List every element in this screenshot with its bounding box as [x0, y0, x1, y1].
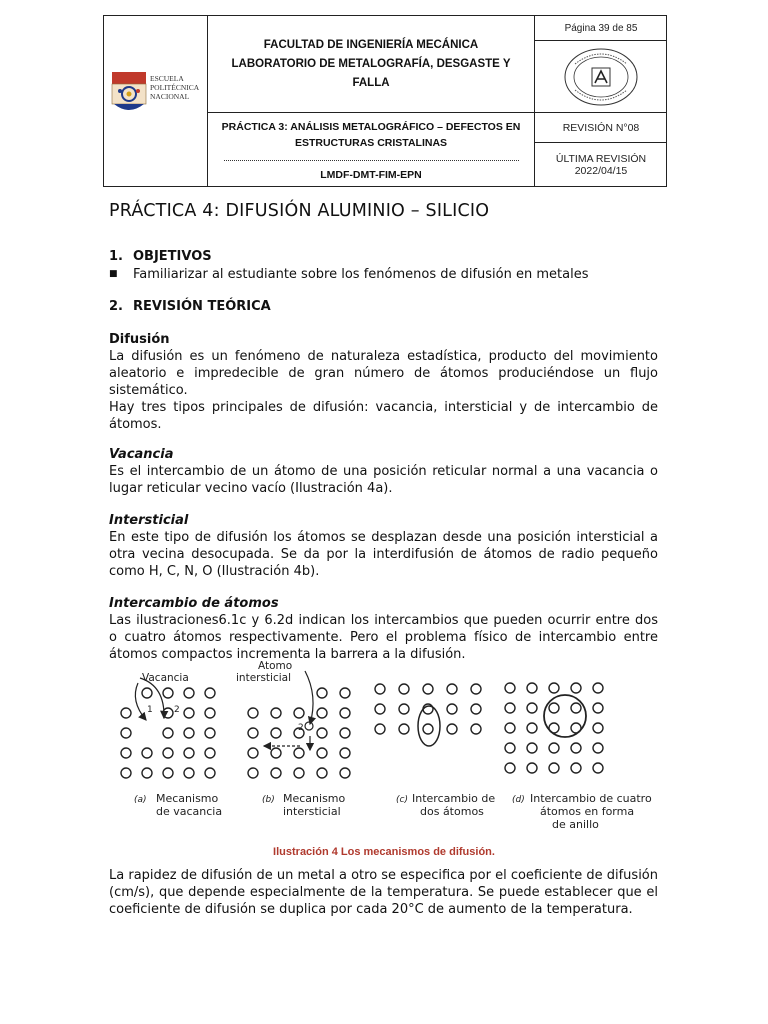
atom — [505, 723, 515, 733]
practice-line-1: PRÁCTICA 3: ANÁLISIS METALOGRÁFICO – DEFECTOS EN — [221, 121, 521, 133]
atom — [593, 723, 603, 733]
atom — [375, 704, 385, 714]
atom — [340, 728, 350, 738]
objective-item — [109, 267, 588, 282]
atom — [163, 688, 173, 698]
caption-c-letter: (c) — [396, 795, 408, 805]
atom — [294, 708, 304, 718]
vacancy-step-1: 1 — [147, 705, 153, 715]
code-cell — [208, 164, 534, 186]
atom — [471, 724, 481, 734]
caption-d-line-2: átomos en forma — [540, 805, 635, 818]
faculty-line-3: FALLA — [352, 76, 390, 89]
figure-caption: Ilustración 4 Los mecanismos de difusión. — [273, 846, 495, 858]
stamp-cell — [535, 41, 667, 112]
atom — [423, 724, 433, 734]
atom — [184, 748, 194, 758]
atom — [184, 728, 194, 738]
vacancia-paragraph: Es el intercambio de un átomo de una posición reticular normal a una vacancia o lugar reticular vecino vacío (Ilustración 4a). — [109, 464, 658, 496]
atom — [399, 684, 409, 694]
page-number: Página 39 de 85 — [564, 22, 638, 34]
practice-line-2: ESTRUCTURAS CRISTALINAS — [294, 137, 448, 149]
atom — [340, 748, 350, 758]
label-atomo: Atomo — [258, 660, 293, 672]
atom — [399, 704, 409, 714]
atom — [205, 768, 215, 778]
atom — [184, 768, 194, 778]
atom — [121, 728, 131, 738]
revision-cell — [535, 113, 667, 142]
atom — [163, 728, 173, 738]
atom — [163, 768, 173, 778]
atom — [447, 684, 457, 694]
two-atom-exchange-ring — [418, 706, 440, 746]
vacancia-heading: Vacancia — [109, 447, 174, 462]
closing-paragraph: La rapidez de difusión de un metal a otro se especifica por el coeficiente de difusión (cm/s), que depende especialmente de la temperatura. Se puede establecer que el coeficiente de difusión se duplica por cada 20°C de aumento de la temperatura. — [109, 868, 658, 917]
two-atom-exchange-grid — [375, 684, 481, 734]
caption-a-line-2: de vacancia — [156, 805, 223, 818]
atom — [505, 683, 515, 693]
epn-logo — [108, 66, 204, 136]
atom — [505, 743, 515, 753]
atom — [549, 763, 559, 773]
atom — [593, 743, 603, 753]
atom — [527, 763, 537, 773]
atom — [142, 688, 152, 698]
atom — [294, 768, 304, 778]
section-title: OBJETIVOS — [133, 249, 212, 264]
page-number-cell — [535, 16, 667, 40]
caption-d-line-3: de anillo — [552, 818, 599, 831]
atom — [271, 728, 281, 738]
svg-text:NACIONAL: NACIONAL — [149, 92, 189, 101]
atom — [340, 688, 350, 698]
atom — [294, 748, 304, 758]
atom — [423, 684, 433, 694]
caption-c-line-1: Intercambio de — [412, 792, 496, 805]
atom — [571, 763, 581, 773]
caption-d-letter: (d) — [512, 795, 525, 805]
difusion-paragraph-2: Hay tres tipos principales de difusión: vacancia, intersticial y de intercambio de átomos. — [109, 400, 658, 432]
atom — [205, 728, 215, 738]
last-revision-date: 2022/04/15 — [574, 164, 628, 177]
objective-text: Familiarizar al estudiante sobre los fenómenos de difusión en metales — [133, 267, 589, 282]
atom — [375, 684, 385, 694]
interstitial-step-2: 2 — [298, 723, 304, 733]
document-code: LMDF-DMT-FIM-EPN — [320, 169, 422, 181]
atom — [121, 748, 131, 758]
svg-text:ESCUELA: ESCUELA — [149, 74, 184, 83]
atom — [571, 703, 581, 713]
lab-seal-icon — [561, 46, 641, 108]
intercambio-paragraph: Las ilustraciones6.1c y 6.2d indican los intercambios que pueden ocurrir entre dos o cuatro átomos respectivamente. Pero el problema físico de intercambio entre átomos compactos incrementa la barrera a la difusión. — [109, 613, 658, 662]
caption-a-line-1: Mecanismo — [156, 792, 219, 805]
label-intersticial: intersticial — [236, 672, 292, 684]
faculty-cell — [208, 16, 534, 112]
atom — [549, 703, 559, 713]
atom — [205, 688, 215, 698]
atom — [471, 704, 481, 714]
atom — [184, 708, 194, 718]
intersticial-heading: Intersticial — [109, 513, 189, 528]
atom — [471, 684, 481, 694]
last-revision-cell — [535, 143, 667, 186]
atom — [399, 724, 409, 734]
atom — [163, 748, 173, 758]
interstitial-atom-grid — [248, 688, 350, 778]
atom — [317, 728, 327, 738]
atom — [571, 743, 581, 753]
atom — [271, 748, 281, 758]
atom — [142, 748, 152, 758]
ring-exchange-grid — [505, 683, 603, 773]
caption-b-line-2: intersticial — [283, 805, 341, 818]
vacancy-step-2: 2 — [174, 705, 180, 715]
faculty-line-2: LABORATORIO DE METALOGRAFÍA, DESGASTE Y — [231, 57, 511, 70]
atom — [317, 768, 327, 778]
atom — [447, 724, 457, 734]
atom — [248, 728, 258, 738]
section-number: 2. — [109, 299, 123, 314]
section-number: 1. — [109, 249, 123, 264]
atom — [593, 683, 603, 693]
section-revision-teorica — [109, 299, 271, 314]
atom — [549, 743, 559, 753]
atom — [527, 683, 537, 693]
atom — [248, 708, 258, 718]
logo-cell — [104, 16, 207, 186]
atom — [571, 683, 581, 693]
atom — [527, 723, 537, 733]
atom — [205, 708, 215, 718]
interstitial-atom — [305, 722, 313, 730]
atom — [549, 683, 559, 693]
section-objetivos — [109, 249, 212, 264]
page-title: PRÁCTICA 4: DIFUSIÓN ALUMINIO – SILICIO — [109, 201, 490, 221]
difusion-paragraph-1: La difusión es un fenómeno de naturaleza estadística, producto del movimiento aleatorio e impredecible de gran número de átomos produciéndose un flujo sistemático. — [109, 349, 658, 398]
svg-text:POLITÉCNICA: POLITÉCNICA — [149, 83, 199, 92]
caption-b-letter: (b) — [262, 795, 275, 805]
caption-b-line-1: Mecanismo — [283, 792, 346, 805]
bullet-icon: ■ — [109, 269, 118, 279]
faculty-line-1: FACULTAD DE INGENIERÍA MECÁNICA — [263, 38, 479, 51]
atom — [142, 768, 152, 778]
atom — [527, 703, 537, 713]
vacancy-atom-grid — [121, 688, 215, 778]
atom — [121, 768, 131, 778]
dotted-separator — [224, 160, 519, 161]
caption-c-line-2: dos átomos — [420, 805, 484, 818]
atom — [317, 688, 327, 698]
atom — [375, 724, 385, 734]
atom — [271, 708, 281, 718]
revision-number: REVISIÓN N°08 — [562, 121, 640, 134]
intercambio-heading: Intercambio de átomos — [109, 596, 279, 611]
atom — [271, 768, 281, 778]
difusion-heading: Difusión — [109, 332, 170, 347]
practice-cell — [208, 113, 534, 157]
header-table — [103, 15, 667, 187]
section-title: REVISIÓN TEÓRICA — [133, 299, 271, 314]
caption-d-line-1: Intercambio de cuatro — [530, 792, 652, 805]
atom — [505, 703, 515, 713]
atom — [248, 748, 258, 758]
four-atom-ring — [544, 695, 586, 737]
last-revision-label: ÚLTIMA REVISIÓN — [555, 152, 647, 165]
caption-a-letter: (a) — [134, 795, 147, 805]
atom — [248, 768, 258, 778]
atom — [527, 743, 537, 753]
interstitial-arrow — [305, 671, 313, 724]
diffusion-mechanisms-figure — [110, 656, 675, 834]
atom — [340, 708, 350, 718]
atom — [121, 708, 131, 718]
label-vacancia: Vacancia — [142, 672, 189, 684]
atom — [447, 704, 457, 714]
intersticial-paragraph: En este tipo de difusión los átomos se desplazan desde una posición intersticial a otra vecina desocupada. Se da por la interdifusión de átomos de radio pequeño como H, C, N, O (Ilustración 4b). — [109, 530, 658, 579]
atom — [205, 748, 215, 758]
atom — [184, 688, 194, 698]
atom — [317, 708, 327, 718]
atom — [505, 763, 515, 773]
atom — [593, 763, 603, 773]
atom — [317, 748, 327, 758]
atom — [340, 768, 350, 778]
atom — [593, 703, 603, 713]
